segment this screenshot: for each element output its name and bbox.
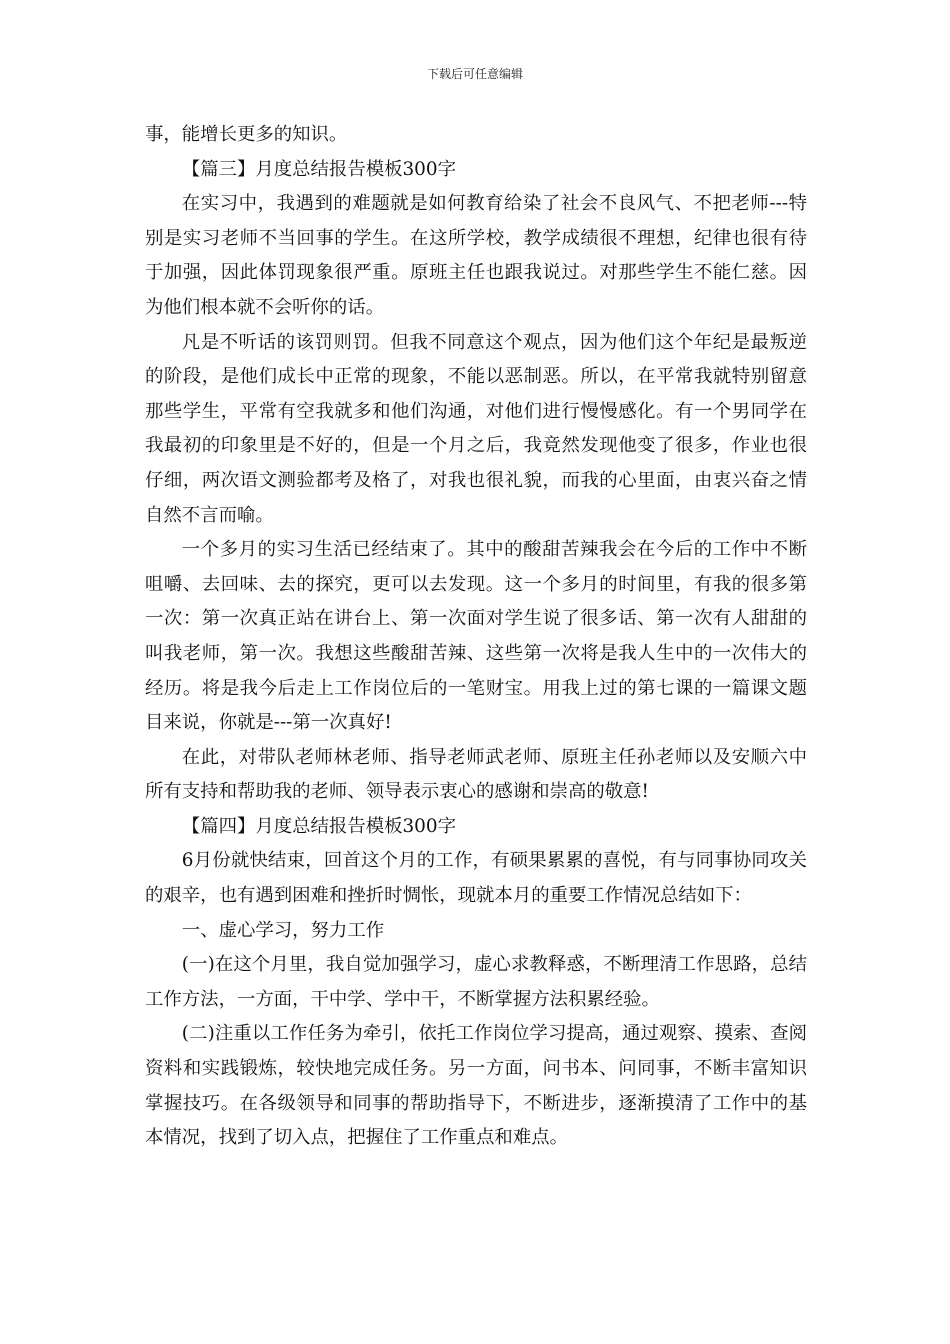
paragraph: (二)注重以工作任务为牵引，依托工作岗位学习提高，通过观察、摸索、查阅资料和实践锻炼，较快地完成任务。另一方面，问书本、问同事，不断丰富知识掌握技巧。在各级领导和同事的帮助指导下，不断进步，逐渐摸清了工作中的基本情况，找到了切入点，把握住了工作重点和难点。 [145,1023,807,1149]
subheading: 一、虚心学习，努力工作 [181,919,385,941]
paragraph: 一个多月的实习生活已经结束了。其中的酸甜苦辣我会在今后的工作中不断咀嚼、去回味、去的探究，更可以去发现。这一个多月的时间里，有我的很多第一次：第一次真正站在讲台上、第一次面对学生说了很多话、第一次有人甜甜的叫我老师，第一次。我想这些酸甜苦辣、这些第一次将是我人生中的一次伟大的经历。将是我今后走上工作岗位后的一笔财宝。用我上过的第七课的一篇课文题目来说，你就是---第一次真好! [145,539,807,734]
document-body [145,118,807,1156]
section-heading-part4: 【篇四】月度总结报告模板300字 [181,815,456,837]
paragraph: 6月份就快结束，回首这个月的工作，有硕果累累的喜悦，有与同事协同攻关的艰辛，也有遇到困难和挫折时惆怅，现就本月的重要工作情况总结如下： [145,850,807,907]
section-heading-part3: 【篇三】月度总结报告模板300字 [181,158,456,180]
paragraph: 在实习中，我遇到的难题就是如何教育给染了社会不良风气、不把老师---特别是实习老师不当回事的学生。在这所学校，教学成绩很不理想，纪律也很有待于加强，因此体罚现象很严重。原班主任也跟我说过。对那些学生不能仁慈。因为他们根本就不会听你的话。 [145,193,807,318]
paragraph: 在此，对带队老师林老师、指导老师武老师、原班主任孙老师以及安顺六中所有支持和帮助我的老师、领导表示衷心的感谢和崇高的敬意! [145,746,807,803]
page-header: 下载后可任意编辑 [426,67,523,81]
paragraph: (一)在这个月里，我自觉加强学习，虚心求教释惑，不断理清工作思路，总结工作方法，一方面，干中学、学中干，不断掌握方法积累经验。 [145,954,807,1010]
paragraph-continuation: 事，能增长更多的知识。 [145,124,348,145]
paragraph: 凡是不听话的该罚则罚。但我不同意这个观点，因为他们这个年纪是最叛逆的阶段，是他们成长中正常的现象，不能以恶制恶。所以，在平常我就特别留意那些学生，平常有空我就多和他们沟通，对他们进行慢慢感化。有一个男同学在我最初的印象里是不好的，但是一个月之后，我竟然发现他变了很多，作业也很仔细，两次语文测验都考及格了，对我也很礼貌，而我的心里面，由衷兴奋之情自然不言而喻。 [145,331,807,526]
